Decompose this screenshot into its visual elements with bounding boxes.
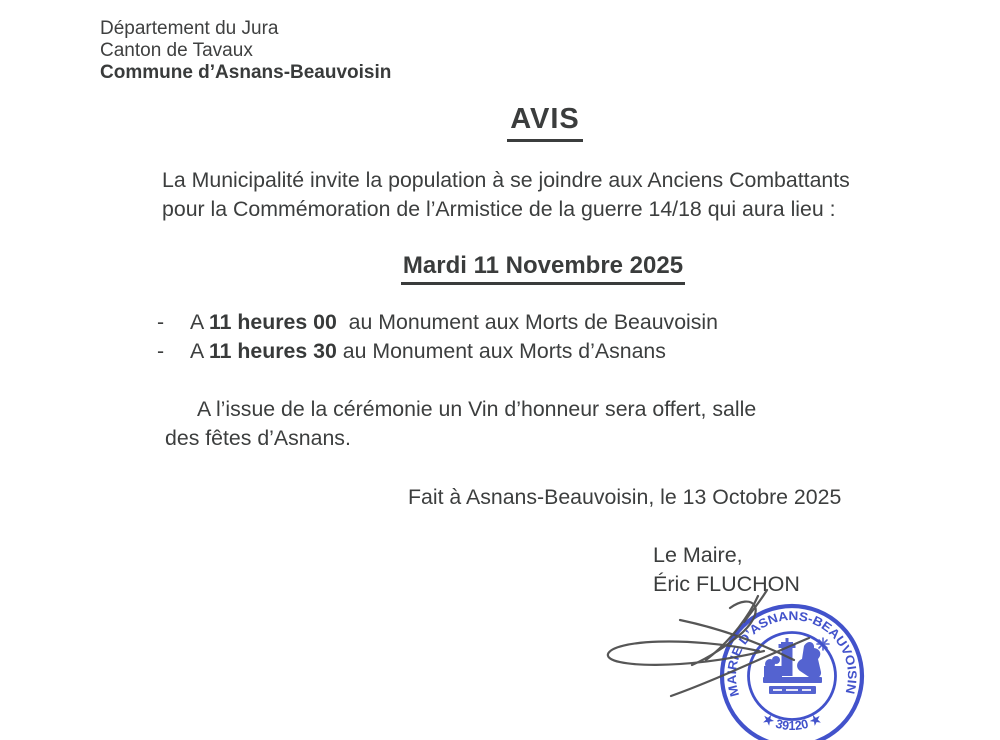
schedule-item [157, 308, 718, 337]
signature-title: Le Maire, [653, 543, 743, 567]
closing-line-1: A l’issue de la cérémonie un Vin d’honneur sera offert, salle [197, 397, 757, 421]
schedule-item-text [190, 337, 666, 366]
signature-name: Éric FLUCHON [653, 571, 800, 596]
intro-line-2: pour la Commémoration de l’Armistice de la guerre 14/18 qui aura lieu : [162, 197, 836, 221]
schedule-item [157, 337, 718, 366]
schedule-item-text [190, 308, 718, 337]
letterhead-canton: Canton de Tavaux [100, 39, 253, 61]
schedule-list [157, 308, 718, 366]
mairie-stamp [722, 606, 862, 740]
letterhead-departement: Département du Jura [100, 18, 279, 39]
place-date-line: Fait à Asnans-Beauvoisin, le 13 Octobre 2025 [408, 485, 842, 509]
list-dash: - [157, 310, 165, 334]
closing-line-2: des fêtes d’Asnans. [165, 426, 351, 450]
stamp-ring-text: MAIRIE D’ASNANS-BEAUVOISIN [724, 608, 860, 699]
schedule-prefix: A [190, 339, 209, 363]
schedule-location: au Monument aux Morts d’Asnans [336, 339, 666, 363]
stamp-emblem [763, 638, 829, 694]
schedule-prefix: A [190, 310, 209, 334]
letterhead-commune: Commune d’Asnans-Beauvoisin [100, 61, 392, 83]
date-wrap [90, 252, 996, 285]
stamp-postcode-text: ★ 39120 ★ [760, 711, 824, 733]
schedule-location: au Monument aux Morts de Beauvoisin [336, 310, 719, 334]
page-title: AVIS [507, 103, 583, 142]
signature-and-stamp [580, 580, 1000, 740]
letterhead [100, 18, 391, 83]
list-dash: - [157, 339, 165, 363]
intro-line-1: La Municipalité invite la population à se joindre aux Anciens Combattants [162, 168, 850, 192]
event-date-heading: Mardi 11 Novembre 2025 [401, 252, 685, 285]
title-wrap [90, 103, 1000, 142]
schedule-time: 11 heures 30 [208, 339, 337, 363]
intro-paragraph [162, 166, 850, 224]
closing-paragraph [165, 395, 935, 453]
schedule-time: 11 heures 00 [208, 310, 337, 334]
